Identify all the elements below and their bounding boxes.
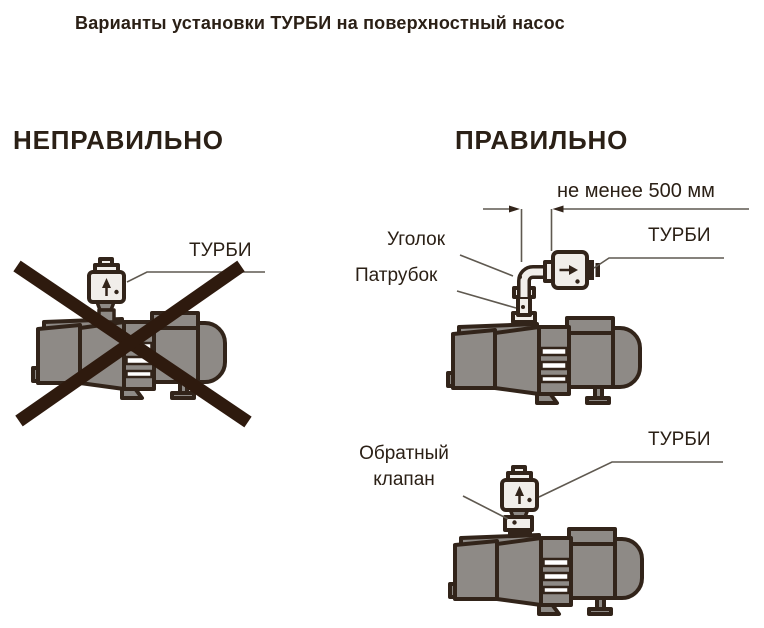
correct-heading: ПРАВИЛЬНО — [455, 125, 629, 155]
dimension-label: не менее 500 мм — [557, 180, 715, 202]
check-valve-label-line1: Обратный — [359, 443, 449, 464]
pump-icon — [448, 318, 640, 403]
wrong-turbi-label: ТУРБИ — [189, 240, 252, 261]
turbi-leader-line — [127, 272, 265, 282]
turbi-device-icon — [545, 252, 600, 288]
check-valve-label-line2: клапан — [373, 469, 435, 490]
wrong-diagram — [17, 259, 265, 422]
correct-bottom-diagram — [450, 462, 723, 614]
check-valve-label — [348, 441, 460, 493]
elbow-leader-line — [460, 255, 513, 276]
turbi-leader-line — [594, 258, 724, 268]
elbow-label: Уголок — [387, 229, 446, 250]
turbi-leader-line — [539, 462, 723, 497]
top-turbi-label: ТУРБИ — [648, 225, 711, 246]
wrong-heading: НЕПРАВИЛЬНО — [13, 125, 224, 155]
pipe-leader-line — [457, 291, 516, 308]
turbi-device-icon — [502, 467, 537, 510]
pump-icon — [450, 529, 642, 614]
bottom-turbi-label: ТУРБИ — [648, 429, 711, 450]
check-valve-icon — [505, 509, 532, 537]
page-title: Варианты установки ТУРБИ на поверхностный насос — [75, 13, 565, 33]
pipe-label: Патрубок — [355, 265, 438, 286]
